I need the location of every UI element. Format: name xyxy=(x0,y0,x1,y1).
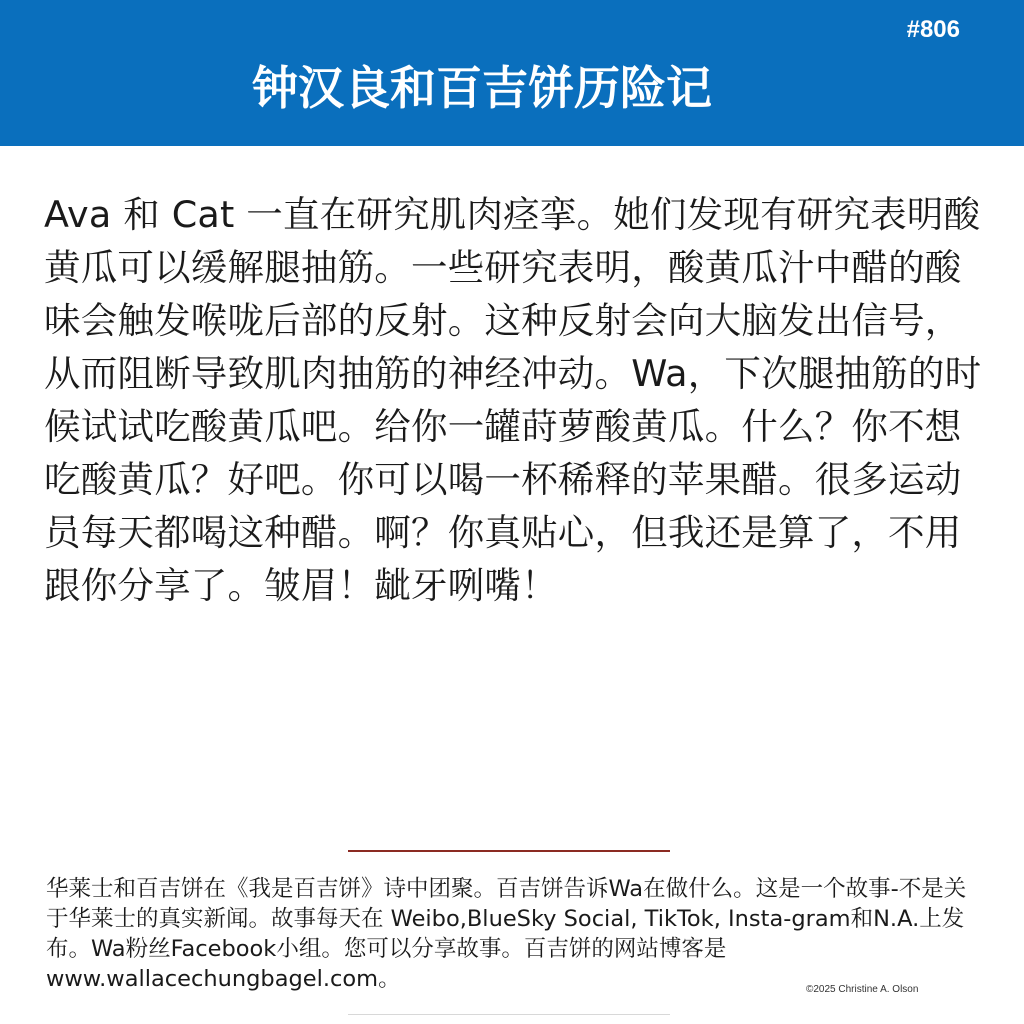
footer-divider xyxy=(348,850,670,852)
copyright-notice: ©2025 Christine A. Olson xyxy=(806,984,919,995)
header-banner xyxy=(0,0,1024,146)
page-title: 钟汉良和百吉饼历险记 xyxy=(252,61,712,115)
bottom-rule xyxy=(348,1014,670,1015)
story-text: Ava 和 Cat 一直在研究肌肉痉挛。她们发现有研究表明酸黄瓜可以缓解腿抽筋。一些研究表明，酸黄瓜汁中醋的酸味会触发喉咙后部的反射。这种反射会向大脑发出信号，从而阻断导致肌肉抽筋的神经冲动。Wa，下次腿抽筋的时候试试吃酸黄瓜吧。给你一罐莳萝酸黄瓜。什么？你不想吃酸黄瓜？好吧。你可以喝一杯稀释的苹果醋。很多运动员每天都喝这种醋。啊？你真贴心，但我还是算了，不用跟你分享了。皱眉！龇牙咧嘴！ xyxy=(44,193,982,607)
issue-number: #806 xyxy=(906,16,960,43)
footer-note: 华莱士和百吉饼在《我是百吉饼》诗中团聚。百吉饼告诉Wa在做什么。这是一个故事-不是关于华莱士的真实新闻。故事每天在 Weibo,BlueSky Social, TikTok, Insta-gram和N.A.上发布。Wa粉丝Facebook小组。您可以分享故事。百吉饼的网站博客是www.wallacechungbagel.com。 xyxy=(46,876,967,992)
